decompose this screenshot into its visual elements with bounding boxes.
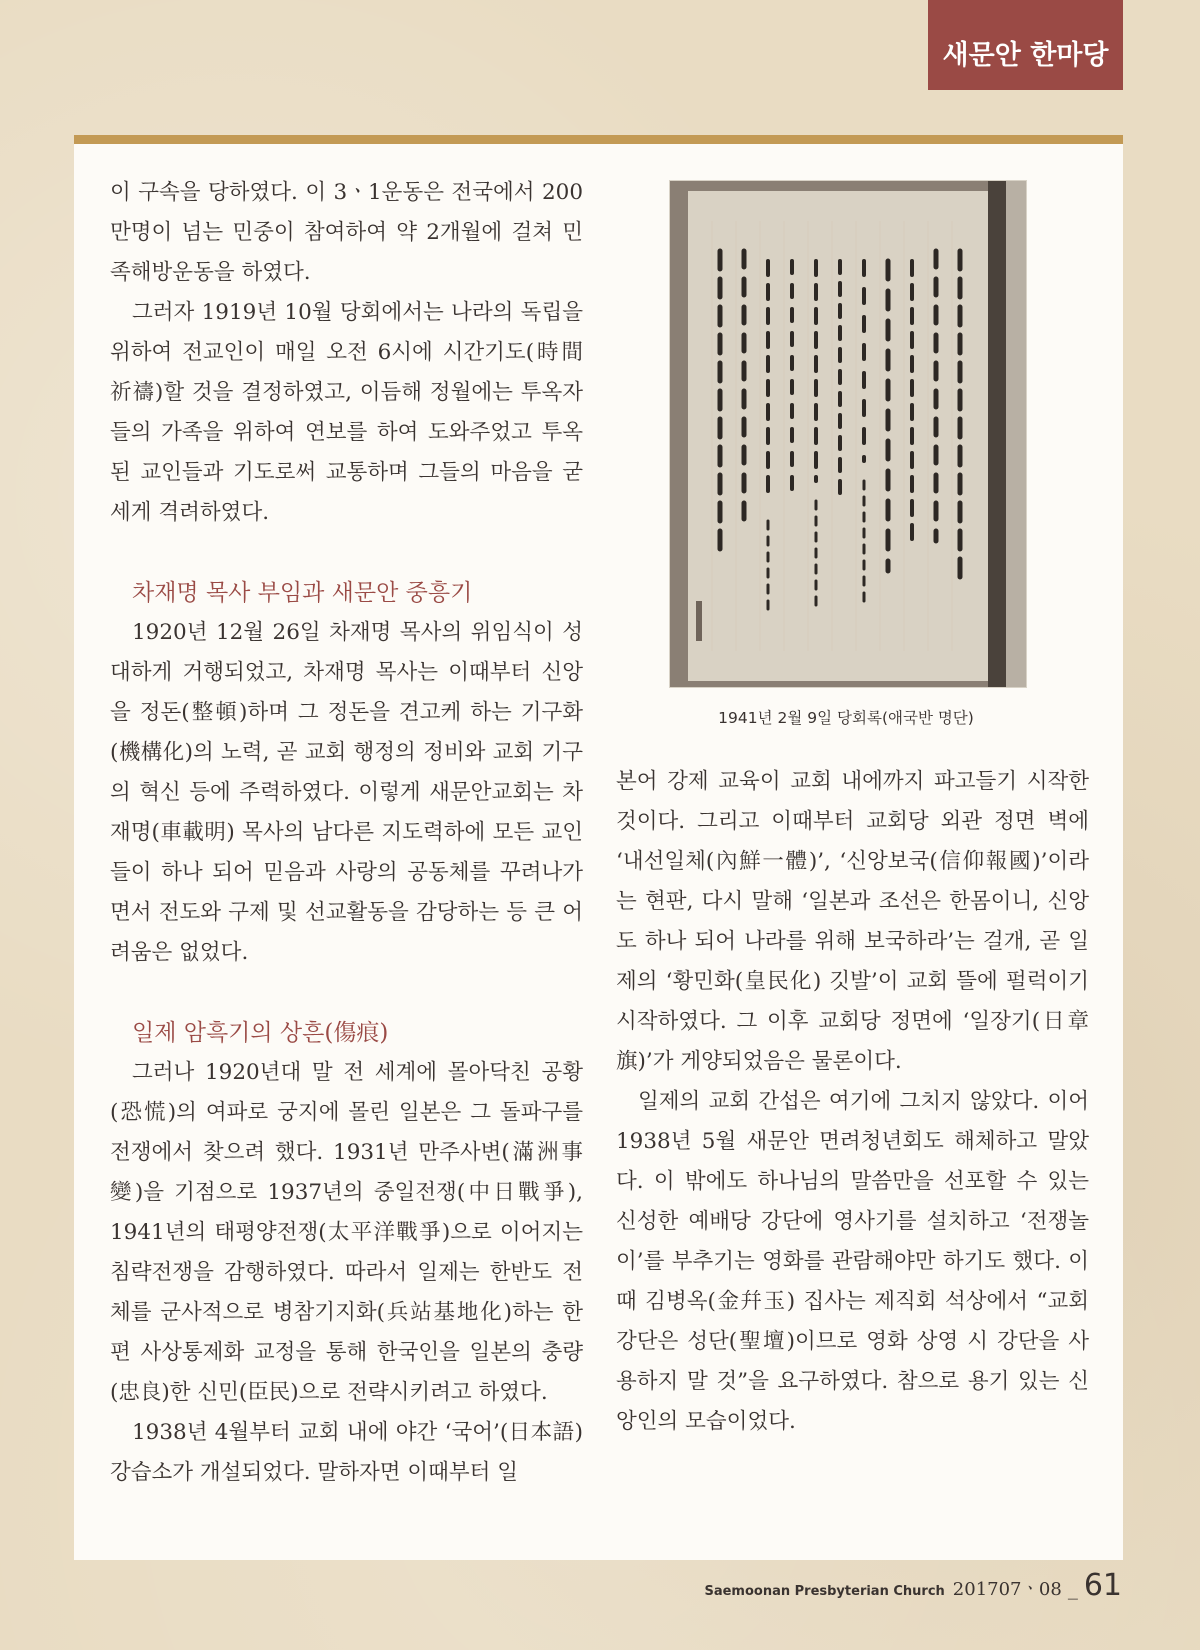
section-label: 새문안 한마당: [928, 0, 1123, 90]
paragraph: 본어 강제 교육이 교회 내에까지 파고들기 시작한 것이다. 그리고 이때부터 교회당 외관 정면 벽에 ‘내선일체(內鮮一體)’, ‘신앙보국(信仰報國)’이라는 현판, 다시 말해 ‘일본과 조선은 한몸이니, 신앙도 하나 되어 나라를 위해 보국하라’는 걸개, 곧 일제의 ‘황민화(皇民化) 깃발’이 교회 뜰에 펄럭이기 시작하였다. 그 이후 교회당 정면에 ‘일장기(日章旗)’가 게양되었음은 물론이다.: [616, 769, 1089, 1074]
section-heading: 일제 암흑기의 상흔(傷痕): [132, 1020, 389, 1046]
paragraph: 이 구속을 당하였다. 이 3ㆍ1운동은 전국에서 200만명이 넘는 민중이 참여하여 약 2개월에 걸쳐 민족해방운동을 하였다.: [110, 180, 583, 285]
page-number: 61: [1083, 1568, 1122, 1603]
right-column: [616, 762, 1089, 1442]
footer-separator: _: [1067, 1576, 1078, 1600]
issue-number: 201707ㆍ08: [952, 1579, 1062, 1600]
header-rule: [74, 135, 1123, 144]
paragraph: 그러자 1919년 10월 당회에서는 나라의 독립을 위하여 전교인이 매일 오전 6시에 시간기도(時間祈禱)할 것을 결정하였고, 이듬해 정월에는 투옥자들의 가족을 위하여 연보를 하여 도와주었고 투옥된 교인들과 기도로써 교통하며 그들의 마음을 굳세게 격려하였다.: [110, 300, 583, 525]
historical-document-photo: [669, 180, 1027, 688]
left-column: [110, 173, 583, 1493]
section-heading: 차재명 목사 부임과 새문안 중흥기: [132, 580, 473, 606]
paragraph: 1920년 12월 26일 차재명 목사의 위임식이 성대하게 거행되었고, 차재명 목사는 이때부터 신앙을 정돈(整頓)하며 그 정돈을 견고케 하는 기구화(機構化)의 노력, 곧 교회 행정의 정비와 교회 기구의 혁신 등에 주력하였다. 이렇게 새문안교회는 차재명(車載明) 목사의 남다른 지도력하에 모든 교인들이 하나 되어 믿음과 사랑의 공동체를 꾸려나가면서 전도와 구제 및 선교활동을 감당하는 등 큰 어려움은 없었다.: [110, 620, 583, 965]
page-footer: [704, 1568, 1122, 1603]
photo-caption: 1941년 2월 9일 당회록(애국반 명단): [718, 709, 974, 727]
paragraph: 그러나 1920년대 말 전 세계에 몰아닥친 공황(恐慌)의 여파로 궁지에 몰린 일본은 그 돌파구를 전쟁에서 찾으려 했다. 1931년 만주사변(滿洲事變)을 기점으로 1937년의 중일전쟁(中日戰爭), 1941년의 태평양전쟁(太平洋戰爭)으로 이어지는 침략전쟁을 감행하였다. 따라서 일제는 한반도 전체를 군사적으로 병참기지화(兵站基地化)하는 한편 사상통제화 교정을 통해 한국인을 일본의 충량(忠良)한 신민(臣民)으로 전략시키려고 하였다.: [110, 1060, 583, 1405]
church-name: Saemoonan Presbyterian Church: [704, 1584, 945, 1599]
paragraph: 일제의 교회 간섭은 여기에 그치지 않았다. 이어 1938년 5월 새문안 면려청년회도 해체하고 말았다. 이 밖에도 하나님의 말씀만을 선포할 수 있는 신성한 예배당 강단에 영사기를 설치하고 ‘전쟁놀이’를 부추기는 영화를 관람해야만 하기도 했다. 이때 김병옥(金幷玉) 집사는 제직회 석상에서 “교회 강단은 성단(聖壇)이므로 영화 상영 시 강단을 사용하지 말 것”을 요구하였다. 참으로 용기 있는 신앙인의 모습이었다.: [616, 1089, 1089, 1434]
paragraph: 1938년 4월부터 교회 내에 야간 ‘국어’(日本語) 강습소가 개설되었다. 말하자면 이때부터 일: [110, 1420, 583, 1485]
